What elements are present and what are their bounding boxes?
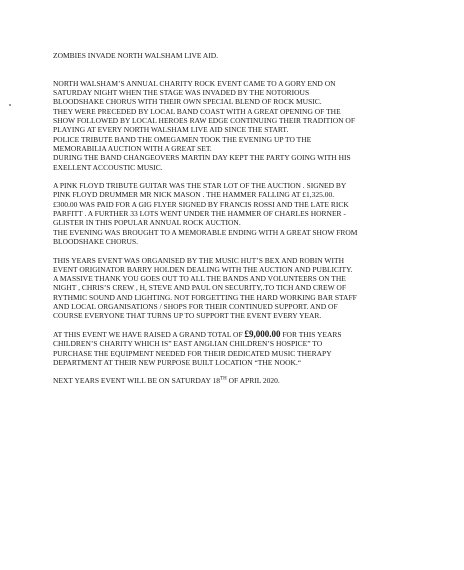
text-fragment: OF APRIL 2020. — [226, 376, 280, 386]
paragraph-total-raised — [53, 330, 453, 367]
text-fragment: AT THIS EVENT WE HAVE RAISED A GRAND TOTAL OF — [53, 329, 245, 339]
text-line: THIS YEARS EVENT WAS ORGANISED BY THE MUSIC HUT’S BEX AND ROBIN WITH — [53, 255, 344, 265]
text-line — [53, 376, 453, 385]
article-title: ZOMBIES INVADE NORTH WALSHAM LIVE AID. — [53, 51, 219, 60]
paragraph-next-event — [53, 376, 453, 385]
text-line: PINK FLOYD DRUMMER MR NICK MASON . THE HAMMER FALLING AT £1,325.00. — [53, 190, 335, 200]
text-fragment: FOR THIS YEARS — [280, 329, 342, 339]
text-line: EVENT ORIGINATOR BARRY HOLDEN DEALING WITH THE AUCTION AND PUBLICITY. — [53, 264, 353, 274]
text-line: BLOODSHAKE CHORUS WITH THEIR OWN SPECIAL BLEND OF ROCK MUSIC. — [53, 97, 322, 107]
text-line: SHOW FOLLOWED BY LOCAL HEROES RAW EDGE CONTINUING THEIR TRADITION OF — [53, 116, 356, 126]
text-line: COURSE EVERYONE THAT TURNS UP TO SUPPORT THE EVENT EVERY YEAR. — [53, 311, 322, 321]
text-line: AND LOCAL ORGANISATIONS / SHOPS FOR THEIR CONTINUED SUPPORT. AND OF — [53, 302, 338, 312]
text-line: EXELLENT ACCOUSTIC MUSIC. — [53, 162, 163, 172]
grand-total-amount: £9,000.00 — [244, 328, 281, 339]
text-line: DEPARTMENT AT THEIR NEW PURPOSE BUILT LOCATION “THE NOOK.“ — [53, 357, 302, 367]
scan-speck — [9, 104, 11, 106]
text-line: CHILDREN’S CHARITY WHICH IS” EAST ANGLIAN CHILDREN’S HOSPICE” TO — [53, 339, 323, 349]
text-line: RYTHMIC SOUND AND LIGHTING. NOT FORGETTING THE HARD WORKING BAR STAFF — [53, 292, 357, 302]
text-line: GLISTER IN THIS POPULAR ANNUAL ROCK AUCTION. — [53, 218, 241, 228]
text-line: NORTH WALSHAM’S ANNUAL CHARITY ROCK EVENT CAME TO A GORY END ON — [53, 78, 336, 88]
paragraph-organisers — [53, 256, 453, 321]
ordinal-suffix: TH — [220, 376, 227, 382]
text-line: NIGHT , CHRIS’S CREW , H, STEVE AND PAUL ON SECURITY,.TO TICH AND CREW OF — [53, 283, 347, 293]
text-line: £300.00 WAS PAID FOR A GIG FLYER SIGNED BY FRANCIS ROSSI AND THE LATE RICK — [53, 199, 349, 209]
text-fragment: NEXT YEARS EVENT WILL BE ON SATURDAY 18 — [53, 376, 221, 386]
article-body — [53, 51, 453, 386]
text-line: A MASSIVE THANK YOU GOES OUT TO ALL THE BANDS AND VOLUNTEERS ON THE — [53, 274, 346, 284]
text-line: THE EVENING WAS BROUGHT TO A MEMORABLE ENDING WITH A GREAT SHOW FROM — [53, 227, 358, 237]
text-line: PLAYING AT EVERY NORTH WALSHAM LIVE AID SINCE THE START. — [53, 125, 289, 135]
text-line: POLICE TRIBUTE BAND THE OMEGAMEN TOOK THE EVENING UP TO THE — [53, 134, 312, 144]
text-line: PARFITT . A FURTHER 33 LOTS WENT UNDER THE HAMMER OF CHARLES HORNER - — [53, 209, 346, 219]
paragraph-event-summary — [53, 79, 453, 172]
text-line: A PINK FLOYD TRIBUTE GUITAR WAS THE STAR LOT OF THE AUCTION . SIGNED BY — [53, 181, 347, 191]
text-line — [53, 330, 453, 339]
text-line: SATURDAY NIGHT WHEN THE STAGE WAS INVADED BY THE NOTORIOUS — [53, 88, 310, 98]
text-line: THEY WERE PRECEDED BY LOCAL BAND COAST WITH A GREAT OPENING OF THE — [53, 106, 341, 116]
text-line: BLOODSHAKE CHORUS. — [53, 236, 139, 246]
text-line: MEMORABILIA AUCTION WITH A GREAT SET. — [53, 143, 212, 153]
text-line: PURCHASE THE EQUIPMENT NEEDED FOR THEIR DEDICATED MUSIC THERAPY — [53, 348, 332, 358]
text-line: DURING THE BAND CHANGEOVERS MARTIN DAY KEPT THE PARTY GOING WITH HIS — [53, 153, 351, 163]
paragraph-auction — [53, 181, 453, 246]
